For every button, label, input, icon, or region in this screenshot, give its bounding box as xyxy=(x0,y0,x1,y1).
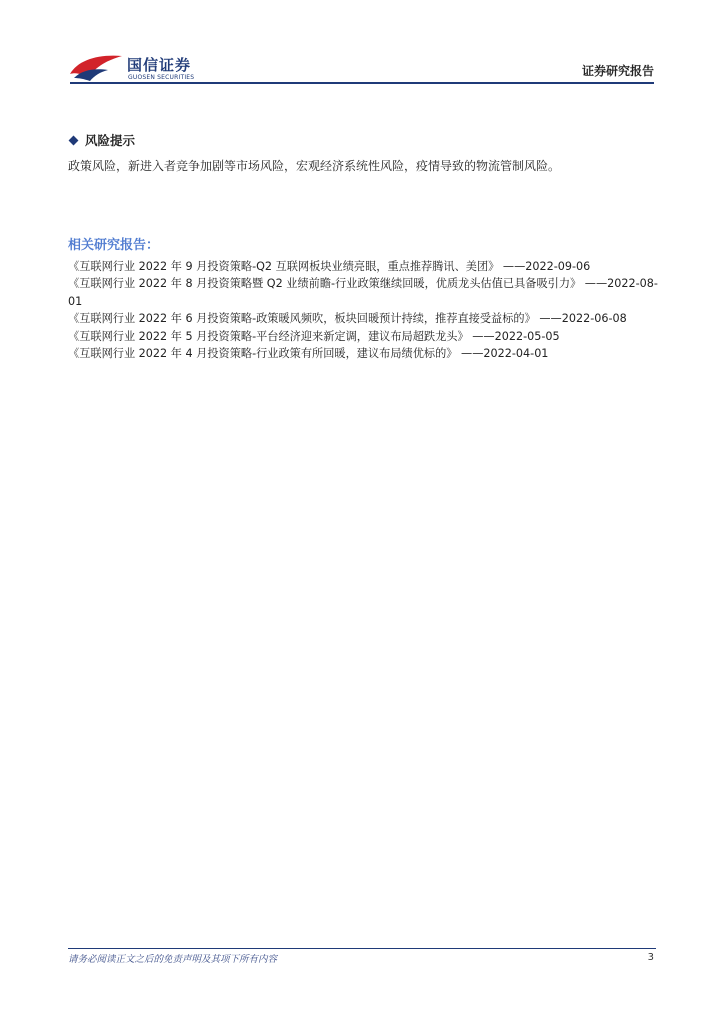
related-reports-list xyxy=(68,258,658,362)
report-type-title: 证券研究报告 xyxy=(581,64,654,78)
report-item: 《互联网行业 2022 年 9 月投资策略-Q2 互联网板块业绩亮眼，重点推荐腾讯、美团》 ——2022-09-06 xyxy=(68,260,591,273)
logo-chinese-name: 国信证券 xyxy=(127,56,192,74)
risk-text: 政策风险，新进入者竞争加剧等市场风险，宏观经济系统性风险，疫情导致的物流管制风险。 xyxy=(68,159,561,173)
diamond-bullet-icon xyxy=(69,135,79,145)
related-reports-heading: 相关研究报告： xyxy=(68,238,160,253)
page-header xyxy=(68,50,656,84)
risk-section xyxy=(68,131,135,149)
report-item: 《互联网行业 2022 年 5 月投资策略-平台经济迎来新定调，建议布局超跌龙头》 ——2022-05-05 xyxy=(68,329,560,343)
logo-english-name: GUOSEN SECURITIES xyxy=(128,74,195,81)
page-number: 3 xyxy=(647,952,654,963)
footer-divider xyxy=(68,948,656,949)
header-divider xyxy=(70,82,654,84)
risk-heading xyxy=(68,131,135,149)
report-item: 《互联网行业 2022 年 8 月投资策略暨 Q2 业绩前瞻-行业政策继续回暖，优质龙头估值已具备吸引力》 ——2022-08-01 xyxy=(68,277,658,308)
disclaimer-note: 请务必阅读正文之后的免责声明及其项下所有内容 xyxy=(68,954,278,965)
risk-heading-text: 风险提示 xyxy=(85,133,136,148)
report-item: 《互联网行业 2022 年 4 月投资策略-行业政策有所回暖，建议布局绩优标的》 ——2022-04-01 xyxy=(68,347,549,361)
report-item: 《互联网行业 2022 年 6 月投资策略-政策暖风频吹，板块回暖预计持续，推荐直接受益标的》 ——2022-06-08 xyxy=(68,312,627,326)
guosen-logo-icon xyxy=(68,52,124,82)
